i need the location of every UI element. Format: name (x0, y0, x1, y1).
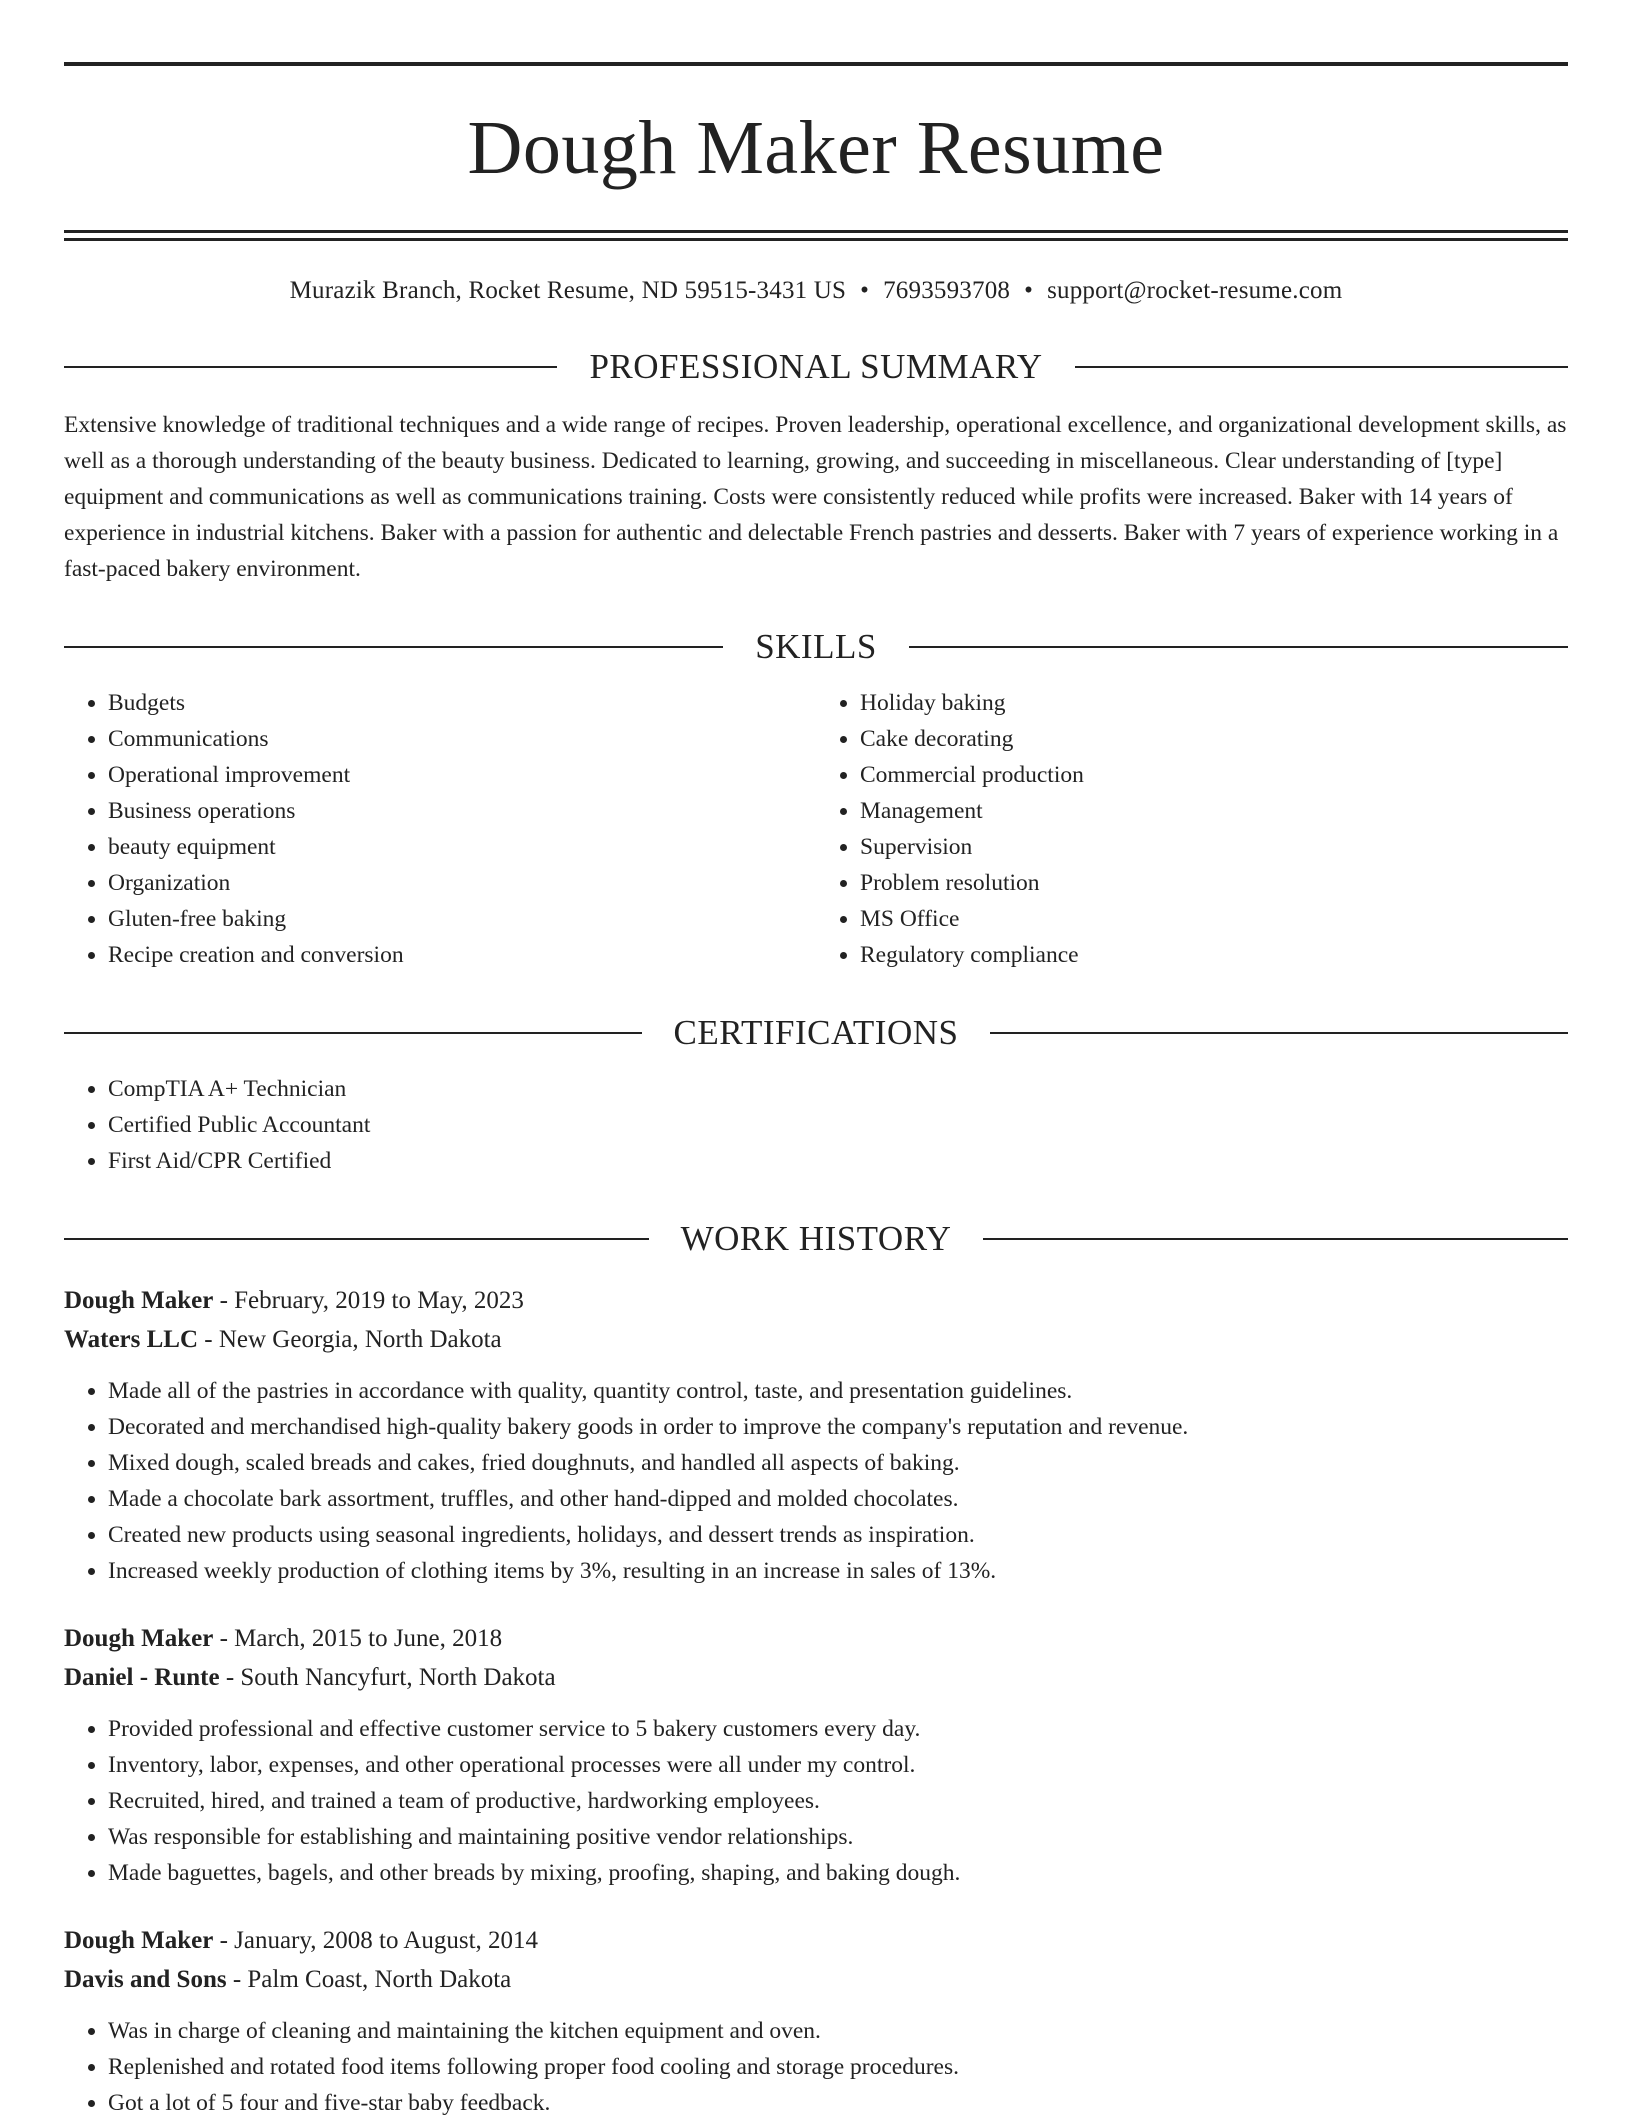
skills-heading: SKILLS (755, 627, 877, 666)
job-bullet: • Decorated and merchandised high-quality bakery goods in order to improve the company's reputation and revenue. (108, 1409, 1568, 1445)
summary-heading: PROFESSIONAL SUMMARY (589, 347, 1043, 386)
job-dates: - February, 2019 to May, 2023 (213, 1287, 524, 1314)
job-bullet: • Created new products using seasonal ingredients, holidays, and dessert trends as inspiration. (108, 1517, 1568, 1553)
job-bullets (64, 1373, 1568, 1589)
skill-item: • Communications (108, 721, 816, 757)
heading-rule (64, 1032, 642, 1034)
title-double-rule (64, 230, 1568, 241)
skills-columns (64, 685, 1568, 973)
section-heading-work-history (64, 1217, 1568, 1261)
job-bullet: • Provided professional and effective customer service to 5 bakery customers every day. (108, 1711, 1568, 1747)
job-entry (64, 1281, 1568, 1589)
skill-item: • Organization (108, 865, 816, 901)
contact-address: Murazik Branch, Rocket Resume, ND 59515-3431 US (289, 277, 847, 304)
job-company: Daniel - Runte (64, 1664, 220, 1691)
skill-item: • Regulatory compliance (860, 937, 1568, 973)
section-heading-certifications (64, 1011, 1568, 1055)
contact-line (64, 275, 1568, 307)
job-bullet: • Made a chocolate bark assortment, truffles, and other hand-dipped and molded chocolates. (108, 1481, 1568, 1517)
job-company-line (64, 1960, 1568, 1999)
skill-item: • Gluten-free baking (108, 901, 816, 937)
skill-item: • Management (860, 793, 1568, 829)
job-title-line (64, 1921, 1568, 1960)
skill-item: • Supervision (860, 829, 1568, 865)
job-bullet: • Inventory, labor, expenses, and other operational processes were all under my control. (108, 1747, 1568, 1783)
job-title: Dough Maker (64, 1927, 214, 1954)
skill-item: • Holiday baking (860, 685, 1568, 721)
skill-item: • Problem resolution (860, 865, 1568, 901)
skill-item: • beauty equipment (108, 829, 816, 865)
job-company-line (64, 1658, 1568, 1697)
contact-separator: • (860, 277, 870, 304)
job-bullet: • Recruited, hired, and trained a team of productive, hardworking employees. (108, 1783, 1568, 1819)
job-title-line (64, 1281, 1568, 1320)
work-history-heading: WORK HISTORY (680, 1219, 952, 1258)
job-location: - New Georgia, North Dakota (198, 1326, 502, 1353)
contact-email: support@rocket-resume.com (1047, 277, 1343, 304)
page-title: Dough Maker Resume (467, 106, 1165, 190)
skill-item: • Cake decorating (860, 721, 1568, 757)
certification-item: • First Aid/CPR Certified (108, 1143, 1568, 1179)
heading-rule (64, 366, 557, 368)
contact-phone: 7693593708 (883, 277, 1011, 304)
job-bullets (64, 2013, 1568, 2121)
skill-item: • Recipe creation and conversion (108, 937, 816, 973)
job-bullet: • Got a lot of 5 four and five-star baby feedback. (108, 2085, 1568, 2121)
job-title: Dough Maker (64, 1625, 214, 1652)
job-bullet: • Mixed dough, scaled breads and cakes, fried doughnuts, and handled all aspects of baking. (108, 1445, 1568, 1481)
job-bullet: • Was responsible for establishing and maintaining positive vendor relationships. (108, 1819, 1568, 1855)
skills-list-right (816, 685, 1568, 973)
job-entry (64, 1619, 1568, 1891)
job-bullet: • Made baguettes, bagels, and other breads by mixing, proofing, shaping, and baking dough. (108, 1855, 1568, 1891)
section-heading-summary (64, 345, 1568, 389)
job-title-line (64, 1619, 1568, 1658)
skill-item: • Business operations (108, 793, 816, 829)
job-bullet: • Increased weekly production of clothing items by 3%, resulting in an increase in sales of 13%. (108, 1553, 1568, 1589)
job-bullet: • Replenished and rotated food items following proper food cooling and storage procedures. (108, 2049, 1568, 2085)
job-entry (64, 1921, 1568, 2121)
job-company: Waters LLC (64, 1326, 199, 1353)
certifications-list (64, 1071, 1568, 1179)
heading-rule (983, 1238, 1568, 1240)
skill-item: • Budgets (108, 685, 816, 721)
job-company: Davis and Sons (64, 1966, 227, 1993)
job-bullets (64, 1711, 1568, 1891)
job-bullet: • Made all of the pastries in accordance with quality, quantity control, taste, and presentation guidelines. (108, 1373, 1568, 1409)
job-dates: - January, 2008 to August, 2014 (213, 1927, 539, 1954)
job-dates: - March, 2015 to June, 2018 (213, 1625, 503, 1652)
job-location: - Palm Coast, North Dakota (226, 1966, 512, 1993)
job-company-line (64, 1320, 1568, 1359)
heading-rule (64, 1238, 649, 1240)
skill-item: • Commercial production (860, 757, 1568, 793)
contact-separator: • (1024, 277, 1034, 304)
job-bullet: • Was in charge of cleaning and maintaining the kitchen equipment and oven. (108, 2013, 1568, 2049)
heading-rule (1075, 366, 1568, 368)
certification-item: • CompTIA A+ Technician (108, 1071, 1568, 1107)
certification-item: • Certified Public Accountant (108, 1107, 1568, 1143)
skill-item: • Operational improvement (108, 757, 816, 793)
job-location: - South Nancyfurt, North Dakota (219, 1664, 556, 1691)
skills-list-left (64, 685, 816, 973)
title-block (64, 62, 1568, 241)
section-heading-skills (64, 625, 1568, 669)
skill-item: • MS Office (860, 901, 1568, 937)
heading-rule (909, 646, 1568, 648)
certifications-heading: CERTIFICATIONS (673, 1013, 959, 1052)
heading-rule (990, 1032, 1568, 1034)
heading-rule (64, 646, 723, 648)
job-title: Dough Maker (64, 1287, 214, 1314)
summary-text: Extensive knowledge of traditional techniques and a wide range of recipes. Proven leadership, operational excellence, and organizational development skills, as well as a thorough understanding of the beauty business. Dedicated to learning, growing, and succeeding in miscellaneous. Clear understanding of [type] equipment and communications as well as communications training. Costs were consistently reduced while profits were increased. Baker with 14 years of experience in industrial kitchens. Baker with a passion for authentic and delectable French pastries and desserts. Baker with 7 years of experience working in a fast-paced bakery environment. (64, 412, 1567, 582)
